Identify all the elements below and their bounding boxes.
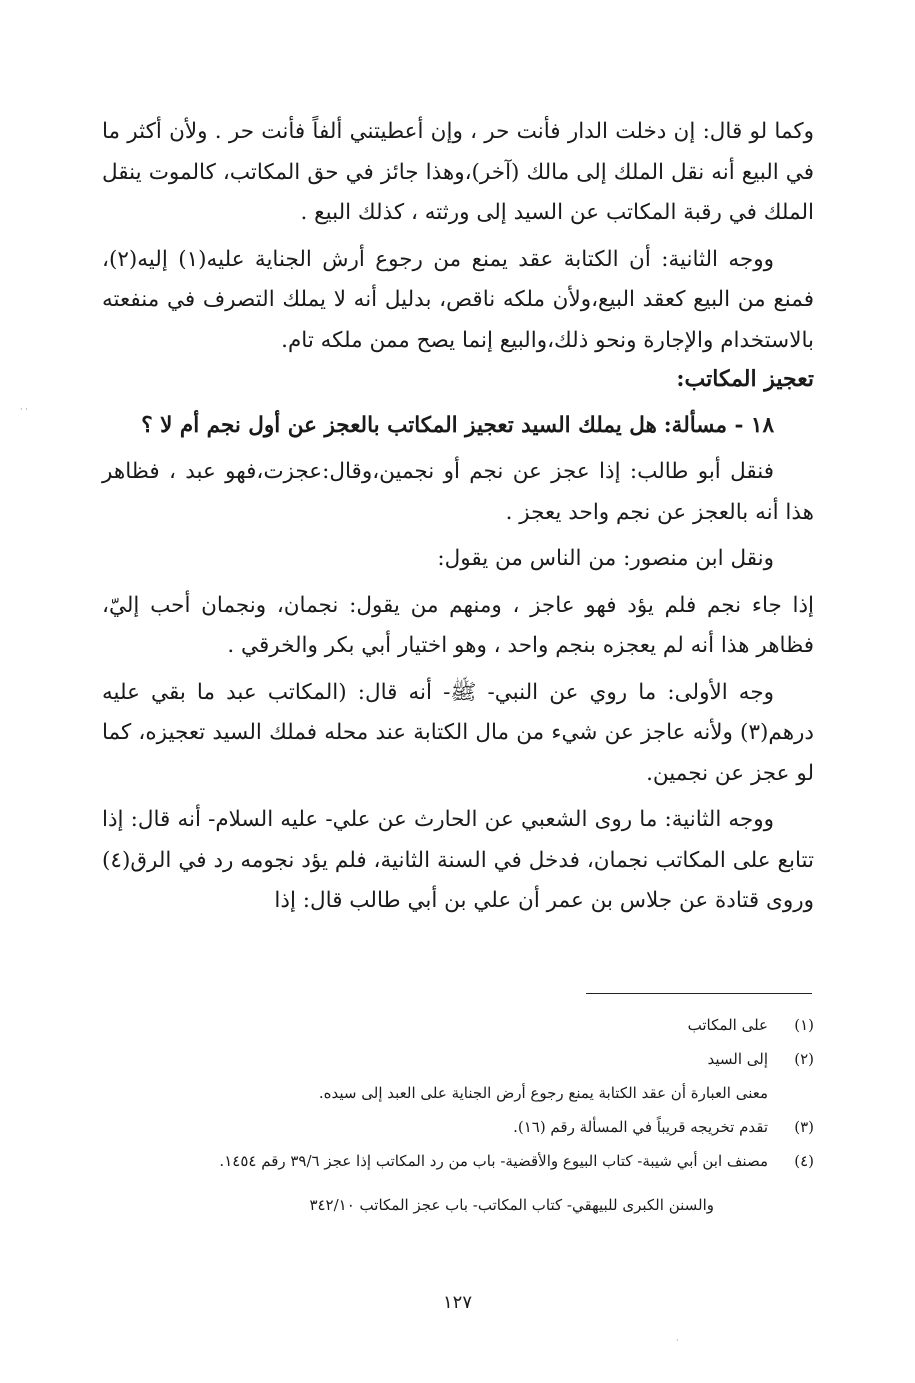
footnote-text: مصنف ابن أبي شيبة- كتاب البيوع والأقضية- باب من رد المكاتب إذا عجز ٣٩/٦ رقم ١٤٥٤. <box>219 1152 768 1170</box>
footnote-number: (١) <box>794 1016 814 1034</box>
footnote-3 <box>102 1110 814 1144</box>
footnote-text: إلى السيد <box>707 1050 768 1068</box>
issue-paragraph <box>102 406 814 447</box>
page-number: ١٢٧ <box>442 1292 472 1313</box>
paragraph-2: ووجه الثانية: أن الكتابة عقد يمنع من رجوع أرش الجناية عليه(١) إليه(٢)، فمنع من البيع كعقد البيع،ولأن ملكه ناقص، بدليل أنه لا يملك التصرف في منفعته بالاستخدام والإجارة ونحو ذلك،والبيع إنما يصح ممن ملكه تام. <box>102 246 814 353</box>
scan-speck: · <box>676 1336 679 1345</box>
footnote-text: على المكاتب <box>687 1016 768 1034</box>
paragraph-6: وجه الأولى: ما روي عن النبي- ﷺ- أنه قال: (المكاتب عبد ما بقي عليه درهم(٣) ولأنه عاجز عن شيء من مال الكتابة عند محله فملك السيد تعجيزه، كما لو عجز عن نجمين. <box>102 679 814 786</box>
paragraph-1: وكما لو قال: إن دخلت الدار فأنت حر ، وإن أعطيتني ألفاً فأنت حر . ولأن أكثر ما في البيع أنه نقل الملك إلى مالك (آخر)،وهذا جائز في حق المكاتب، كالموت ينقل الملك في رقبة المكاتب عن السيد إلى ورثته ، كذلك البيع . <box>102 119 814 225</box>
footnote-number: (٤) <box>794 1152 814 1170</box>
paragraph-4: ونقل ابن منصور: من الناس من يقول: <box>437 546 774 571</box>
footnote-number: (٣) <box>794 1118 814 1136</box>
footnote-number: (٢) <box>794 1050 814 1068</box>
footnote-text: تقدم تخريجه قريباً في المسألة رقم (١٦). <box>513 1118 768 1136</box>
footnote-separator <box>586 993 812 994</box>
paragraph-5: إذا جاء نجم فلم يؤد فهو عاجز ، ومنهم من يقول: نجمان، ونجمان أحب إليّ، فظاهر هذا أنه لم يعجزه بنجم واحد ، وهو اختيار أبي بكر والخرقي . <box>102 592 814 658</box>
paragraph-7: ووجه الثانية: ما روى الشعبي عن الحارث عن علي- عليه السلام- أنه قال: إذا تتابع على المكاتب نجمان، فدخل في السنة الثانية، فلم يؤد نجومه رد في الرق(٤) وروى قتادة عن جلاس بن عمر أن علي بن أبي طالب قال: إذا <box>102 807 814 913</box>
paragraph-3: فنقل أبو طالب: إذا عجز عن نجم أو نجمين،وقال:عجزت،فهو عبد ، فظاهر هذا أنه بالعجز عن نجم واحد يعجز . <box>102 459 814 525</box>
footnote-1 <box>102 1008 814 1042</box>
issue-text: هل يملك السيد تعجيز المكاتب بالعجز عن أول نجم أم لا ؟ <box>141 412 657 438</box>
footnote-2 <box>102 1042 814 1076</box>
footnotes <box>102 1008 814 1222</box>
issue-label: ١٨ - مسألة: <box>663 412 774 438</box>
footnote-4-continuation: والسنن الكبرى للبيهقي- كتاب المكاتب- باب عجز المكاتب ٣٤٢/١٠ <box>309 1196 714 1214</box>
footnote-4 <box>102 1144 814 1178</box>
scan-speck: · · <box>20 405 28 414</box>
section-heading: تعجيز المكاتب: <box>676 366 814 392</box>
main-text <box>102 112 814 922</box>
footnote-2-explanation: معنى العبارة أن عقد الكتابة يمنع رجوع أرض الجناية على العبد إلى سيده. <box>318 1084 768 1102</box>
